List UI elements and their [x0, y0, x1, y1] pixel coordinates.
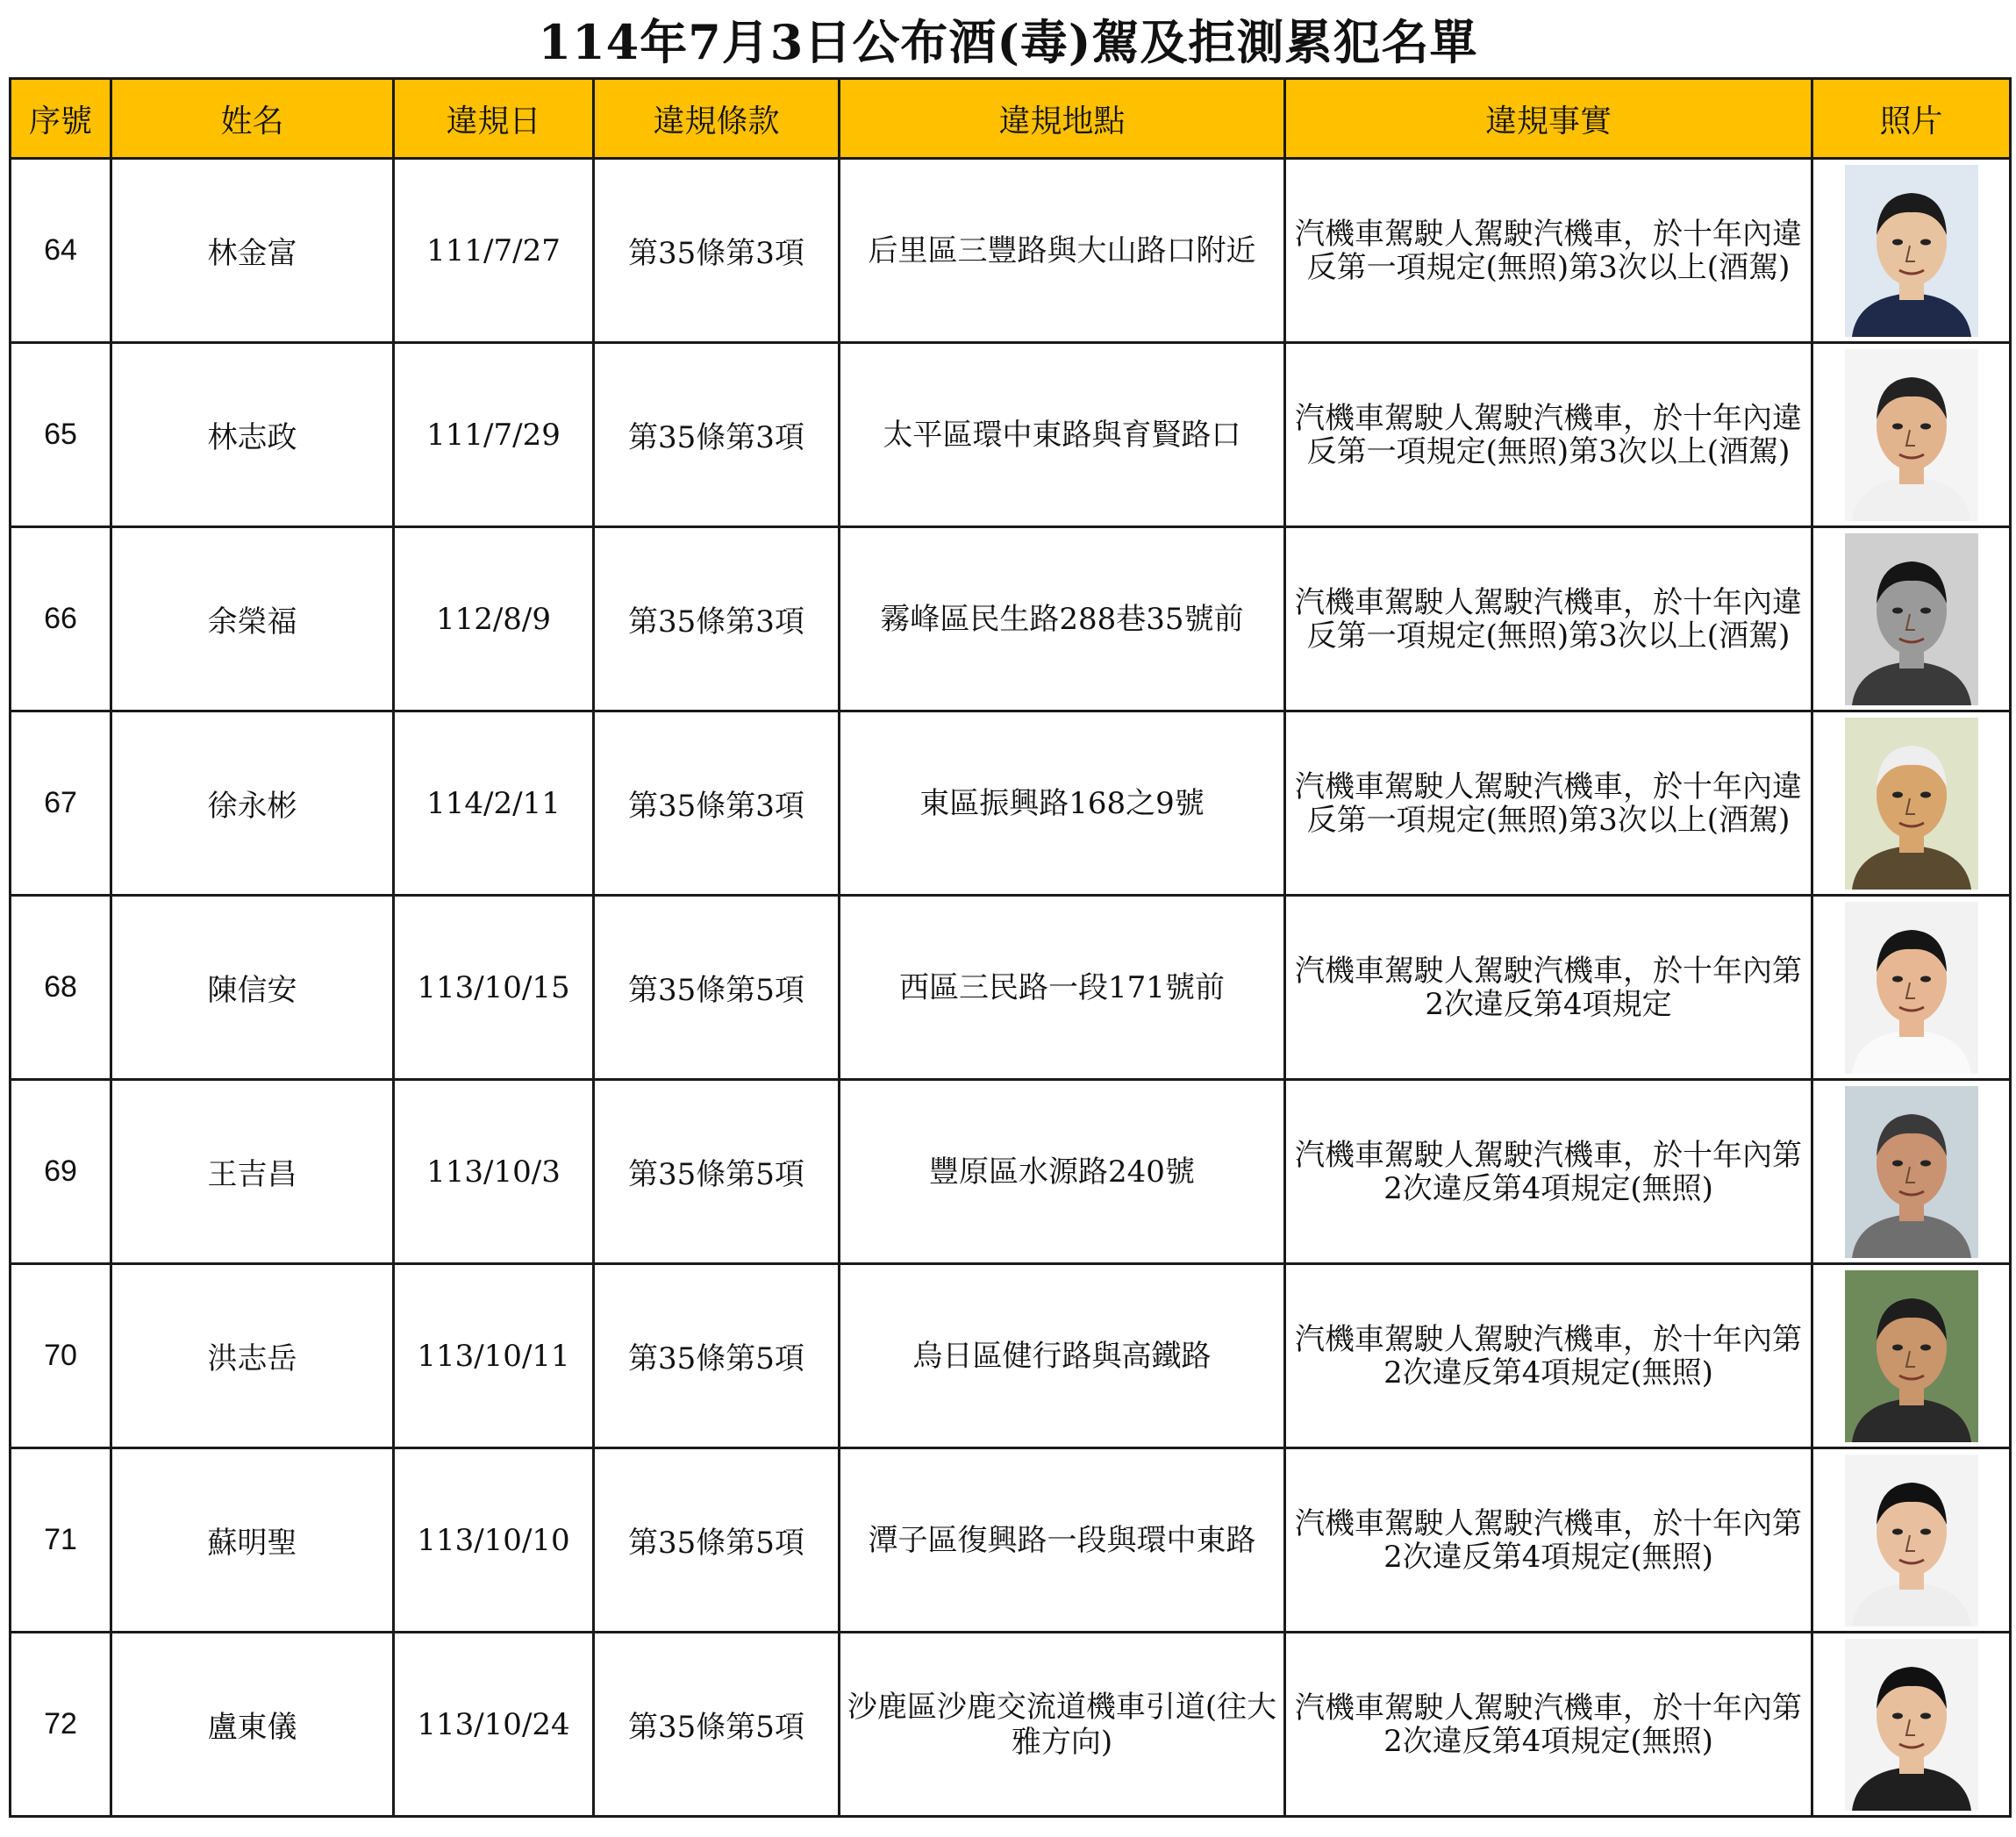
- row-place: 西區三民路一段171號前: [840, 896, 1285, 1080]
- row-photo-cell: [1812, 159, 2011, 343]
- row-place: 烏日區健行路與高鐵路: [840, 1264, 1285, 1448]
- row-name: 蘇明聖: [111, 1448, 394, 1633]
- row-photo-cell: [1812, 1448, 2011, 1633]
- row-place: 太平區環中東路與育賢路口: [840, 343, 1285, 527]
- row-name: 林志政: [111, 343, 394, 527]
- row-seq: 70: [11, 1264, 111, 1448]
- portrait-photo: [1845, 533, 1978, 705]
- table-row: [11, 711, 2011, 896]
- row-photo-cell: [1812, 896, 2011, 1080]
- table-row: [11, 1080, 2011, 1264]
- portrait-photo: [1845, 349, 1978, 521]
- table-row: [11, 527, 2011, 711]
- row-place: 沙鹿區沙鹿交流道機車引道(往大雅方向): [840, 1633, 1285, 1817]
- table-header-row: [11, 79, 2011, 159]
- row-seq: 64: [11, 159, 111, 343]
- row-photo-cell: [1812, 711, 2011, 896]
- row-photo-cell: [1812, 343, 2011, 527]
- header-date: 違規日: [394, 79, 594, 159]
- row-clause: 第35條第3項: [594, 527, 840, 711]
- portrait-photo: [1845, 1455, 1978, 1626]
- row-fact: 汽機車駕駛人駕駛汽機車，於十年內違反第一項規定(無照)第3次以上(酒駕): [1285, 527, 1812, 711]
- row-name: 林金富: [111, 159, 394, 343]
- row-clause: 第35條第5項: [594, 1264, 840, 1448]
- row-clause: 第35條第3項: [594, 711, 840, 896]
- row-seq: 65: [11, 343, 111, 527]
- table-row: [11, 159, 2011, 343]
- row-date: 111/7/27: [394, 159, 594, 343]
- row-date: 113/10/15: [394, 896, 594, 1080]
- portrait-photo: [1845, 902, 1978, 1074]
- row-place: 霧峰區民生路288巷35號前: [840, 527, 1285, 711]
- row-seq: 71: [11, 1448, 111, 1633]
- row-clause: 第35條第5項: [594, 1633, 840, 1817]
- row-fact: 汽機車駕駛人駕駛汽機車，於十年內違反第一項規定(無照)第3次以上(酒駕): [1285, 711, 1812, 896]
- row-date: 113/10/3: [394, 1080, 594, 1264]
- row-place: 潭子區復興路一段與環中東路: [840, 1448, 1285, 1633]
- row-date: 113/10/24: [394, 1633, 594, 1817]
- row-name: 陳信安: [111, 896, 394, 1080]
- offender-table: [9, 77, 2012, 1818]
- row-date: 113/10/11: [394, 1264, 594, 1448]
- row-photo-cell: [1812, 1080, 2011, 1264]
- header-place: 違規地點: [840, 79, 1285, 159]
- row-fact: 汽機車駕駛人駕駛汽機車，於十年內第2次違反第4項規定(無照): [1285, 1633, 1812, 1817]
- table-row: [11, 343, 2011, 527]
- row-fact: 汽機車駕駛人駕駛汽機車，於十年內第2次違反第4項規定(無照): [1285, 1080, 1812, 1264]
- portrait-photo: [1845, 1639, 1978, 1811]
- portrait-photo: [1845, 718, 1978, 890]
- row-clause: 第35條第5項: [594, 1448, 840, 1633]
- header-clause: 違規條款: [594, 79, 840, 159]
- row-name: 盧東儀: [111, 1633, 394, 1817]
- row-clause: 第35條第3項: [594, 159, 840, 343]
- row-fact: 汽機車駕駛人駕駛汽機車，於十年內第2次違反第4項規定: [1285, 896, 1812, 1080]
- row-date: 114/2/11: [394, 711, 594, 896]
- row-seq: 68: [11, 896, 111, 1080]
- row-fact: 汽機車駕駛人駕駛汽機車，於十年內第2次違反第4項規定(無照): [1285, 1264, 1812, 1448]
- row-name: 徐永彬: [111, 711, 394, 896]
- row-fact: 汽機車駕駛人駕駛汽機車，於十年內違反第一項規定(無照)第3次以上(酒駕): [1285, 343, 1812, 527]
- row-place: 后里區三豐路與大山路口附近: [840, 159, 1285, 343]
- row-seq: 69: [11, 1080, 111, 1264]
- row-name: 洪志岳: [111, 1264, 394, 1448]
- table-row: [11, 1633, 2011, 1817]
- row-date: 112/8/9: [394, 527, 594, 711]
- row-name: 王吉昌: [111, 1080, 394, 1264]
- portrait-photo: [1845, 1270, 1978, 1442]
- row-seq: 72: [11, 1633, 111, 1817]
- row-clause: 第35條第3項: [594, 343, 840, 527]
- row-date: 113/10/10: [394, 1448, 594, 1633]
- portrait-photo: [1845, 1086, 1978, 1258]
- table-row: [11, 1448, 2011, 1633]
- header-name: 姓名: [111, 79, 394, 159]
- page-title: 114年7月3日公布酒(毒)駕及拒測累犯名單: [538, 14, 1478, 70]
- row-name: 余榮福: [111, 527, 394, 711]
- row-place: 豐原區水源路240號: [840, 1080, 1285, 1264]
- row-photo-cell: [1812, 1264, 2011, 1448]
- portrait-photo: [1845, 165, 1978, 337]
- table-row: [11, 896, 2011, 1080]
- header-fact: 違規事實: [1285, 79, 1812, 159]
- row-place: 東區振興路168之9號: [840, 711, 1285, 896]
- row-photo-cell: [1812, 1633, 2011, 1817]
- table-row: [11, 1264, 2011, 1448]
- row-fact: 汽機車駕駛人駕駛汽機車，於十年內第2次違反第4項規定(無照): [1285, 1448, 1812, 1633]
- header-photo: 照片: [1812, 79, 2011, 159]
- row-date: 111/7/29: [394, 343, 594, 527]
- row-seq: 67: [11, 711, 111, 896]
- header-seq: 序號: [11, 79, 111, 159]
- row-fact: 汽機車駕駛人駕駛汽機車，於十年內違反第一項規定(無照)第3次以上(酒駕): [1285, 159, 1812, 343]
- row-seq: 66: [11, 527, 111, 711]
- row-clause: 第35條第5項: [594, 1080, 840, 1264]
- row-photo-cell: [1812, 527, 2011, 711]
- row-clause: 第35條第5項: [594, 896, 840, 1080]
